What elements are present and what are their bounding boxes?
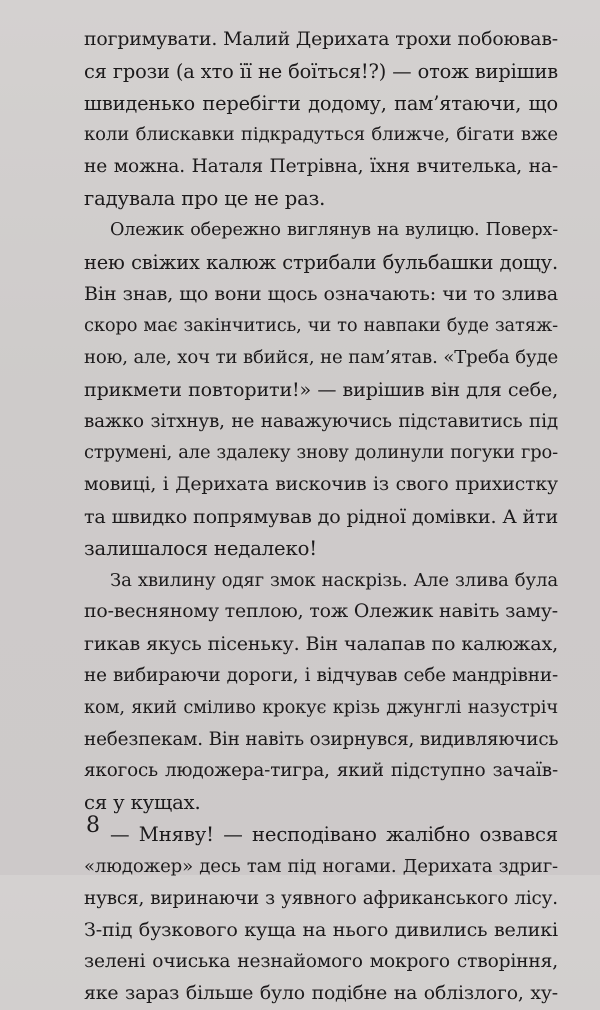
text-line: не можна. Наталя Петрівна, їхня вчителька, на- (84, 156, 558, 178)
text-line: — Мняву! — несподівано жалібно озвався (110, 822, 558, 846)
text-line: гадувала про це не раз. (84, 186, 326, 210)
text-line: та швидко попрямував до рідної домівки. А йти (84, 504, 559, 528)
text-line: яке зараз більше було подібне на облізлого, ху- (84, 982, 558, 1004)
text-line: коли блискавки підкрадуться ближче, бігати вже (84, 124, 558, 146)
text-line: ком, який сміливо крокує крізь джунглі назустріч (84, 696, 558, 718)
text-line: струмені, але здалеку знову долинули погуки гро- (84, 442, 558, 464)
text-line: залишалося недалеко! (84, 536, 317, 560)
text-line: ся у кущах. (84, 791, 201, 815)
text-line: За хвилину одяг змок наскрізь. Але злива була (110, 569, 558, 591)
text-line: зелені очиська незнайомого мокрого створіння, (84, 951, 558, 973)
text-line: нувся, виринаючи з уявного африканського лісу. (84, 887, 558, 909)
text-line: прикмети повторити!» — вирішив він для себе, (84, 377, 558, 401)
text-line: важко зітхнув, не наважуючись підставитись під (84, 410, 558, 432)
text-line: ною, але, хоч ти вбийся, не пам’ятав. «Треба буде (84, 346, 558, 368)
text-line: скоро має закінчитись, чи то навпаки буде затяж- (84, 315, 558, 337)
text-line: не вибираючи дороги, і відчував себе мандрівни- (84, 664, 558, 686)
text-line: по-весняному теплою, тож Олежик навіть заму- (84, 601, 558, 623)
text-line: якогось людожера-тигра, який підступно зачаїв- (84, 760, 558, 782)
text-line: гикав якусь пісеньку. Він чалапав по калюжах, (84, 632, 558, 656)
text-line: погримувати. Малий Дерихата трохи побоював- (84, 29, 558, 50)
text-line: небезпекам. Він навіть озирнувся, видивляючись (84, 728, 559, 750)
text-line: Олежик обережно виглянув на вулицю. Поверх- (110, 219, 558, 240)
text-line: мовиці, і Дерихата вискочив із свого прихистку (84, 474, 558, 496)
text-line: ся грози (а хто її не боїться!?) — отож вирішив (84, 59, 558, 83)
text-line: Він знав, що вони щось означають: чи то злива (84, 282, 558, 306)
body-text (84, 24, 558, 1010)
text-line: швиденько перебігти додому, пам’ятаючи, що (84, 91, 558, 115)
text-line: нею свіжих калюж стрибали бульбашки дощу. (84, 250, 558, 274)
page-number: 8 (86, 813, 100, 838)
text-line: «людожер» десь там під ногами. Дерихата здриг- (84, 855, 558, 877)
text-line: З-під бузкового куща на нього дивились великі (84, 918, 558, 942)
